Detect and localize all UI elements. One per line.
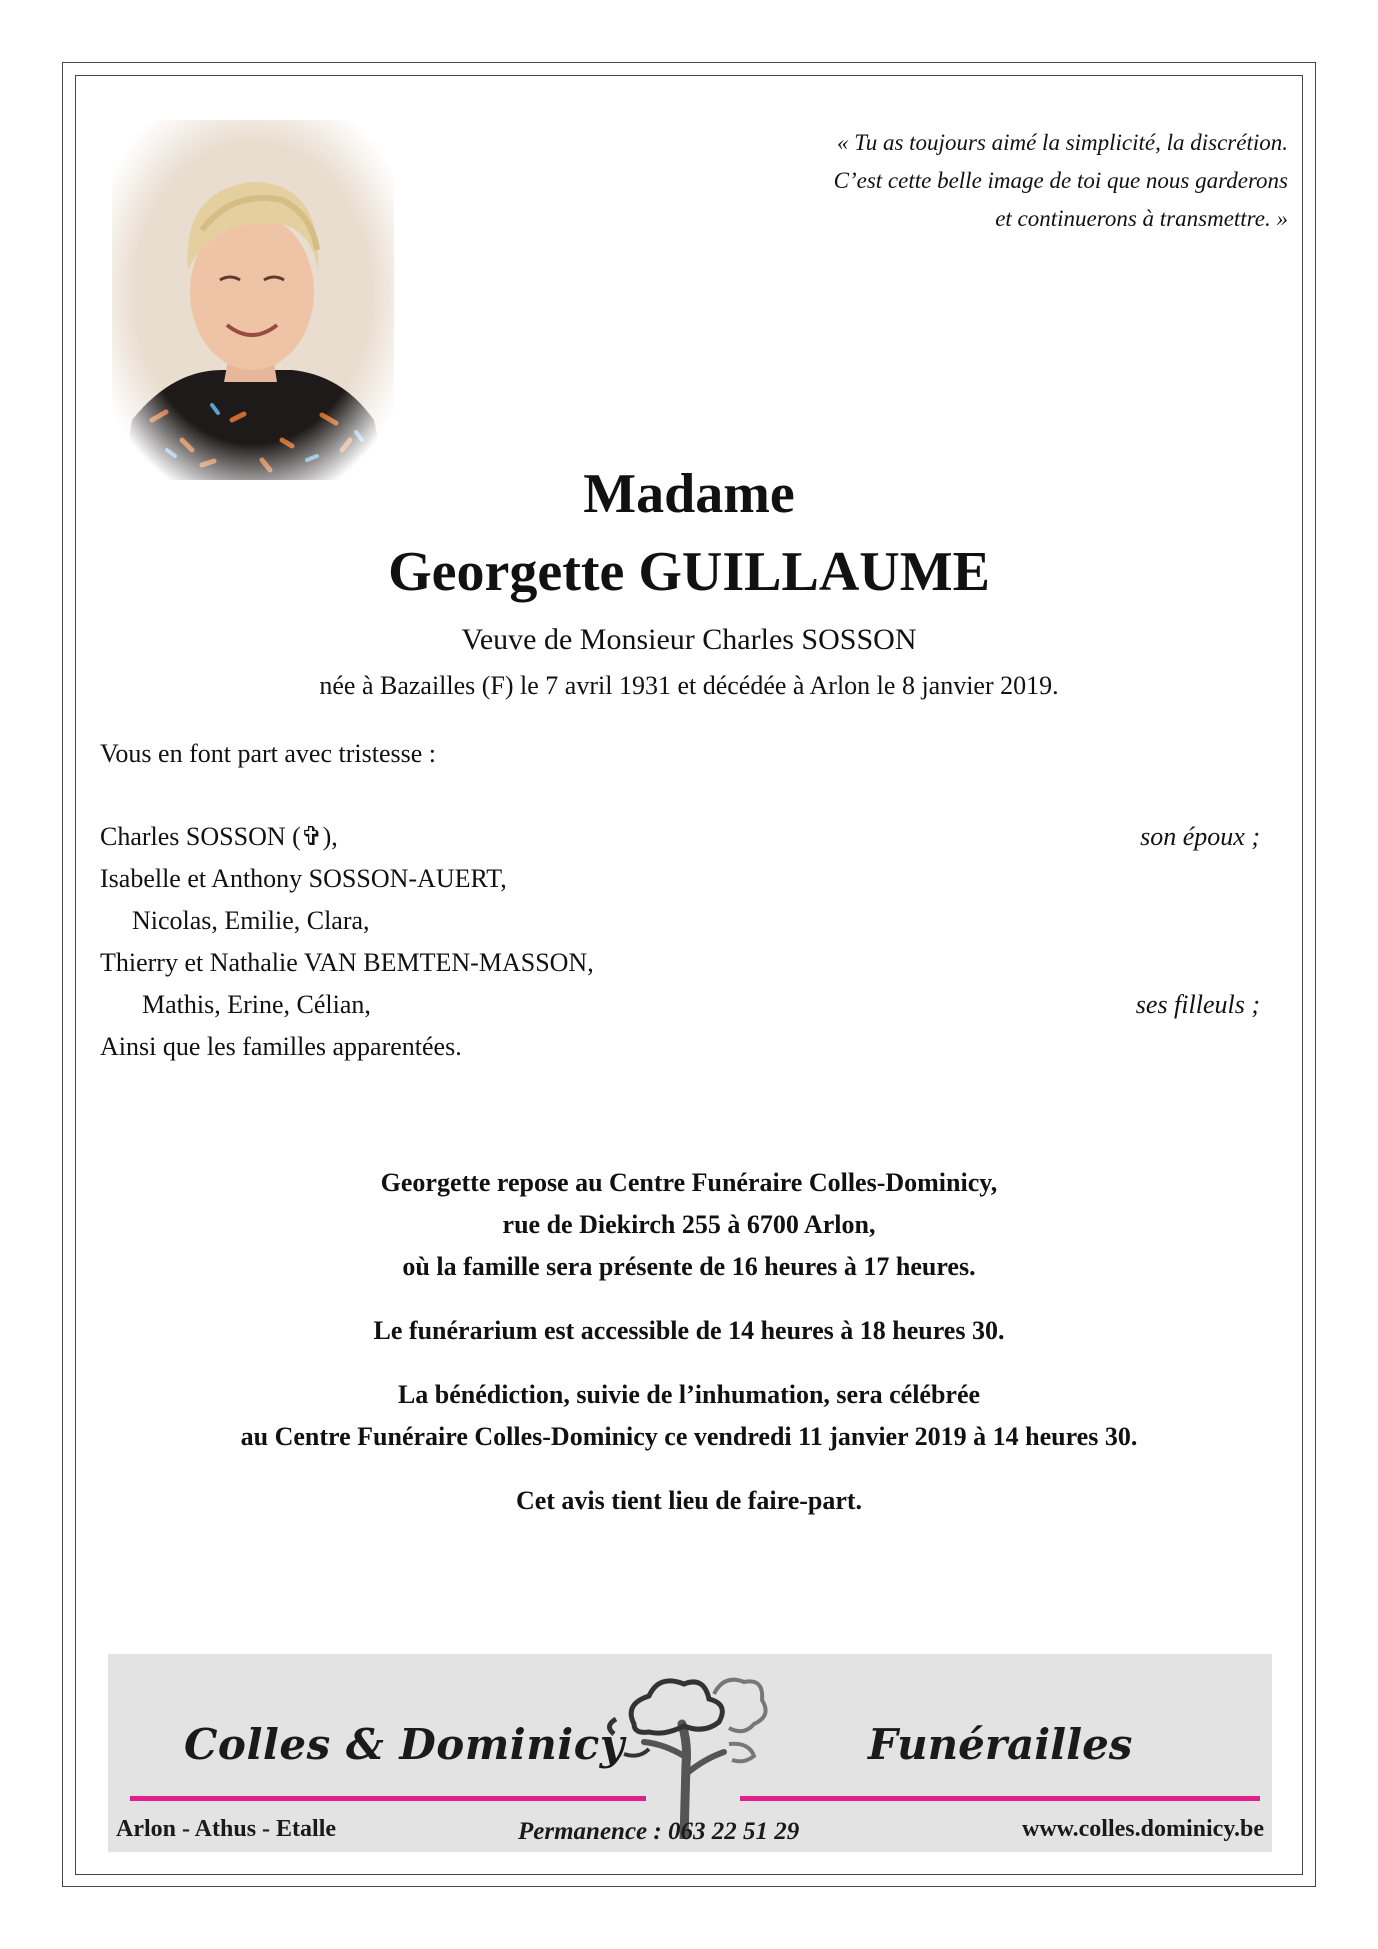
info-line: rue de Diekirch 255 à 6700 Arlon, xyxy=(502,1210,876,1239)
family-member: Thierry et Nathalie VAN BEMTEN-MASSON, xyxy=(100,948,594,977)
family-member: Nicolas, Emilie, Clara, xyxy=(132,906,370,935)
portrait-illustration xyxy=(112,120,394,480)
family-row xyxy=(100,816,1260,858)
info-line: Georgette repose au Centre Funéraire Colles-Dominicy, xyxy=(380,1168,998,1197)
info-line: au Centre Funéraire Colles-Dominicy ce vendredi 11 janvier 2019 à 14 heures 30. xyxy=(240,1422,1138,1451)
opening-hours: Le funérarium est accessible de 14 heures à 18 heures 30. xyxy=(373,1316,1005,1345)
family-row xyxy=(100,942,1260,984)
info-line: où la famille sera présente de 16 heures à 17 heures. xyxy=(402,1252,976,1281)
accent-line-left xyxy=(130,1796,646,1801)
family-role: ses filleuls ; xyxy=(1135,990,1260,1019)
funeral-home-banner xyxy=(108,1654,1272,1852)
branch-locations: Arlon - Athus - Etalle xyxy=(116,1816,337,1842)
ceremony-info xyxy=(0,1162,1378,1544)
brand-tagline: Funérailles xyxy=(868,1720,1133,1769)
family-row xyxy=(100,900,1260,942)
ceremony-paragraph xyxy=(0,1374,1378,1458)
tree-logo-icon xyxy=(604,1664,774,1839)
family-row xyxy=(100,858,1260,900)
family-row xyxy=(100,1026,1260,1068)
honorific: Madame xyxy=(583,463,795,525)
visitation-paragraph xyxy=(0,1162,1378,1288)
family-member: Mathis, Erine, Célian, xyxy=(142,990,371,1019)
family-member: Ainsi que les familles apparentées. xyxy=(100,1032,462,1061)
family-member: Charles SOSSON (✞), xyxy=(100,822,338,851)
family-member: Isabelle et Anthony SOSSON-AUERT, xyxy=(100,864,507,893)
epitaph-quote xyxy=(588,124,1288,238)
info-line: La bénédiction, suivie de l’inhumation, sera célébrée xyxy=(397,1380,981,1409)
notice-line: Cet avis tient lieu de faire-part. xyxy=(515,1486,863,1515)
family-role: son époux ; xyxy=(1140,822,1260,851)
deceased-name: Georgette GUILLAUME xyxy=(388,541,990,603)
portrait-photo xyxy=(112,120,394,480)
accent-line-right xyxy=(740,1796,1260,1801)
quote-line: et continuerons à transmettre. » xyxy=(995,206,1288,231)
spouse-line: Veuve de Monsieur Charles SOSSON xyxy=(461,623,917,656)
permanence-phone: Permanence : 063 22 51 29 xyxy=(518,1818,800,1845)
website-link[interactable]: www.colles.dominicy.be xyxy=(1021,1816,1264,1842)
announcement-intro: Vous en font part avec tristesse : xyxy=(100,739,436,768)
brand-name: Colles & Dominicy xyxy=(184,1720,625,1769)
quote-line: C’est cette belle image de toi que nous garderons xyxy=(833,168,1288,193)
family-list xyxy=(100,816,1260,1068)
dates-line: née à Bazailles (F) le 7 avril 1931 et décédée à Arlon le 8 janvier 2019. xyxy=(319,671,1059,700)
family-row xyxy=(100,984,1260,1026)
quote-line: « Tu as toujours aimé la simplicité, la discrétion. xyxy=(836,130,1288,155)
